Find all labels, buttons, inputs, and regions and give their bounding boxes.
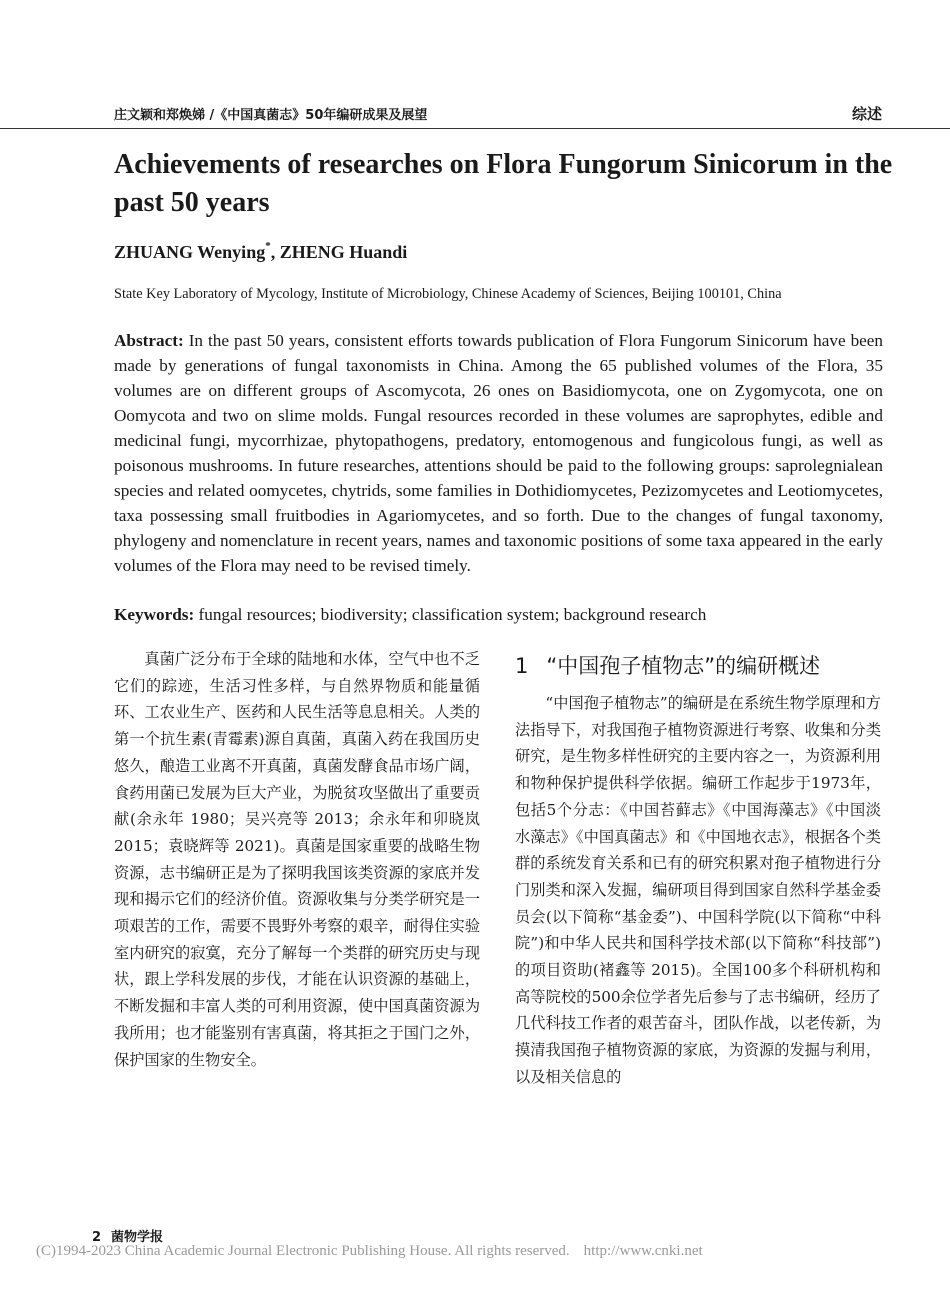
section-paragraph: “中国孢子植物志”的编研是在系统生物学原理和方法指导下，对我国孢子植物资源进行考察、收集和分类研究，是生物多样性研究的主要内容之一，为资源利用和物种保护提供科学依据。编研工作起步于1973年，包括5个分志：《中国苔藓志》《中国海藻志》《中国淡水藻志》《中国真菌志》和《中国地衣志》，根据各个类群的系统发育关系和已有的研究积累对孢子植物进行分门别类和深入发掘，编研项目得到国家自然科学基金委员会(以下简称“基金委”)、中国科学院(以下简称“中科院”)和中华人民共和国科学技术部(以下简称“科技部”)的项目资助(褚鑫等 2015)。全国100多个科研机构和高等院校的500余位学者先后参与了志书编研，经历了几代科技工作者的艰苦奋斗，团队作战，以老传新，为摸清我国孢子植物资源的家底，为资源的发掘与利用，以及相关信息的	[515, 694, 881, 1086]
section-title: “中国孢子植物志”的编研概述	[546, 654, 821, 678]
copyright-url: http://www.cnki.net	[583, 1243, 703, 1259]
keywords-label: Keywords:	[114, 605, 195, 624]
intro-paragraph: 真菌广泛分布于全球的陆地和水体，空气中也不乏它们的踪迹，生活习性多样，与自然界物质和能量循环、工农业生产、医药和人民生活等息息相关。人类的第一个抗生素(青霉素)源自真菌，真菌入药在我国历史悠久，酿造工业离不开真菌，真菌发酵食品市场广阔，食药用菌已发展为巨大产业，为脱贫攻坚做出了重要贡献(余永年 1980；吴兴亮等 2013；余永年和卯晓岚 2015；袁晓辉等 2021)。真菌是国家重要的战略生物资源，志书编研正是为了探明我国该类资源的家底并发现和揭示它们的经济价值。资源收集与分类学研究是一项艰苦的工作，需要不畏野外考察的艰辛，耐得住实验室内研究的寂寞，充分了解每一个类群的研究历史与现状，跟上学科发展的步伐，才能在认识资源的基础上，不断发掘和丰富人类的可利用资源，使中国真菌资源为我所用；也才能鉴别有害真菌，将其拒之于国门之外，保护国家的生物安全。	[114, 650, 480, 1069]
abstract	[114, 328, 883, 578]
keywords-text: fungal resources; biodiversity; classification system; background research	[198, 605, 707, 624]
abstract-label: Abstract:	[114, 331, 184, 350]
section-heading	[515, 652, 881, 680]
page-number: 2	[92, 1230, 102, 1245]
article-title: Achievements of researches on Flora Fungorum Sinicorum in the past 50 years	[114, 149, 893, 218]
author-line	[114, 242, 407, 263]
abstract-text: In the past 50 years, consistent efforts towards publication of Flora Fungorum Sinicorum have been made by generations of fungal taxonomists in China. Among the 65 published volumes of the Flora, 35 volumes are on different groups of Ascomycota, 26 ones on Basidiomycota, one on Zygomycota, one on Oomycota and two on slime molds. Fungal resources recorded in these volumes are saprophytes, edible and medicinal fungi, mycorrhizae, phytopathogens, predatory, entomogenous and fungicolous fungi, as well as poisonous mushrooms. In future researches, attentions should be paid to the following groups: saprolegnialean species and related oomycetes, chytrids, some families in Dothidiomycetes, Pezizomycetes and Leotiomycetes, taxa possessing small fruitbodies in Agariomycetes, and so forth. Due to the changes of fungal taxonomy, phylogeny and nomenclature in recent years, names and taxonomic positions of some taxa appeared in the early volumes of the Flora may need to be revised timely.	[114, 331, 884, 575]
keywords	[114, 602, 894, 627]
copyright-notice	[36, 1243, 703, 1260]
first-author: ZHUANG Wenying	[114, 242, 266, 262]
running-head-authors-title: 庄文颖和郑焕娣 /《中国真菌志》50年编研成果及展望	[114, 108, 428, 123]
affiliation: State Key Laboratory of Mycology, Institute of Microbiology, Chinese Academy of Sciences, Beijing 100101, China	[114, 286, 782, 302]
other-authors: , ZHENG Huandi	[270, 242, 408, 262]
corresponding-author-mark: *	[265, 240, 271, 252]
section-number: 1	[515, 654, 529, 678]
left-column	[114, 646, 480, 1073]
copyright-text: (C)1994-2023 China Academic Journal Electronic Publishing House. All rights reserved.	[36, 1243, 570, 1259]
journal-name: 菌物学报	[111, 1230, 164, 1245]
right-column	[515, 646, 881, 1091]
running-head	[0, 103, 950, 129]
running-head-section: 综述	[851, 105, 882, 123]
